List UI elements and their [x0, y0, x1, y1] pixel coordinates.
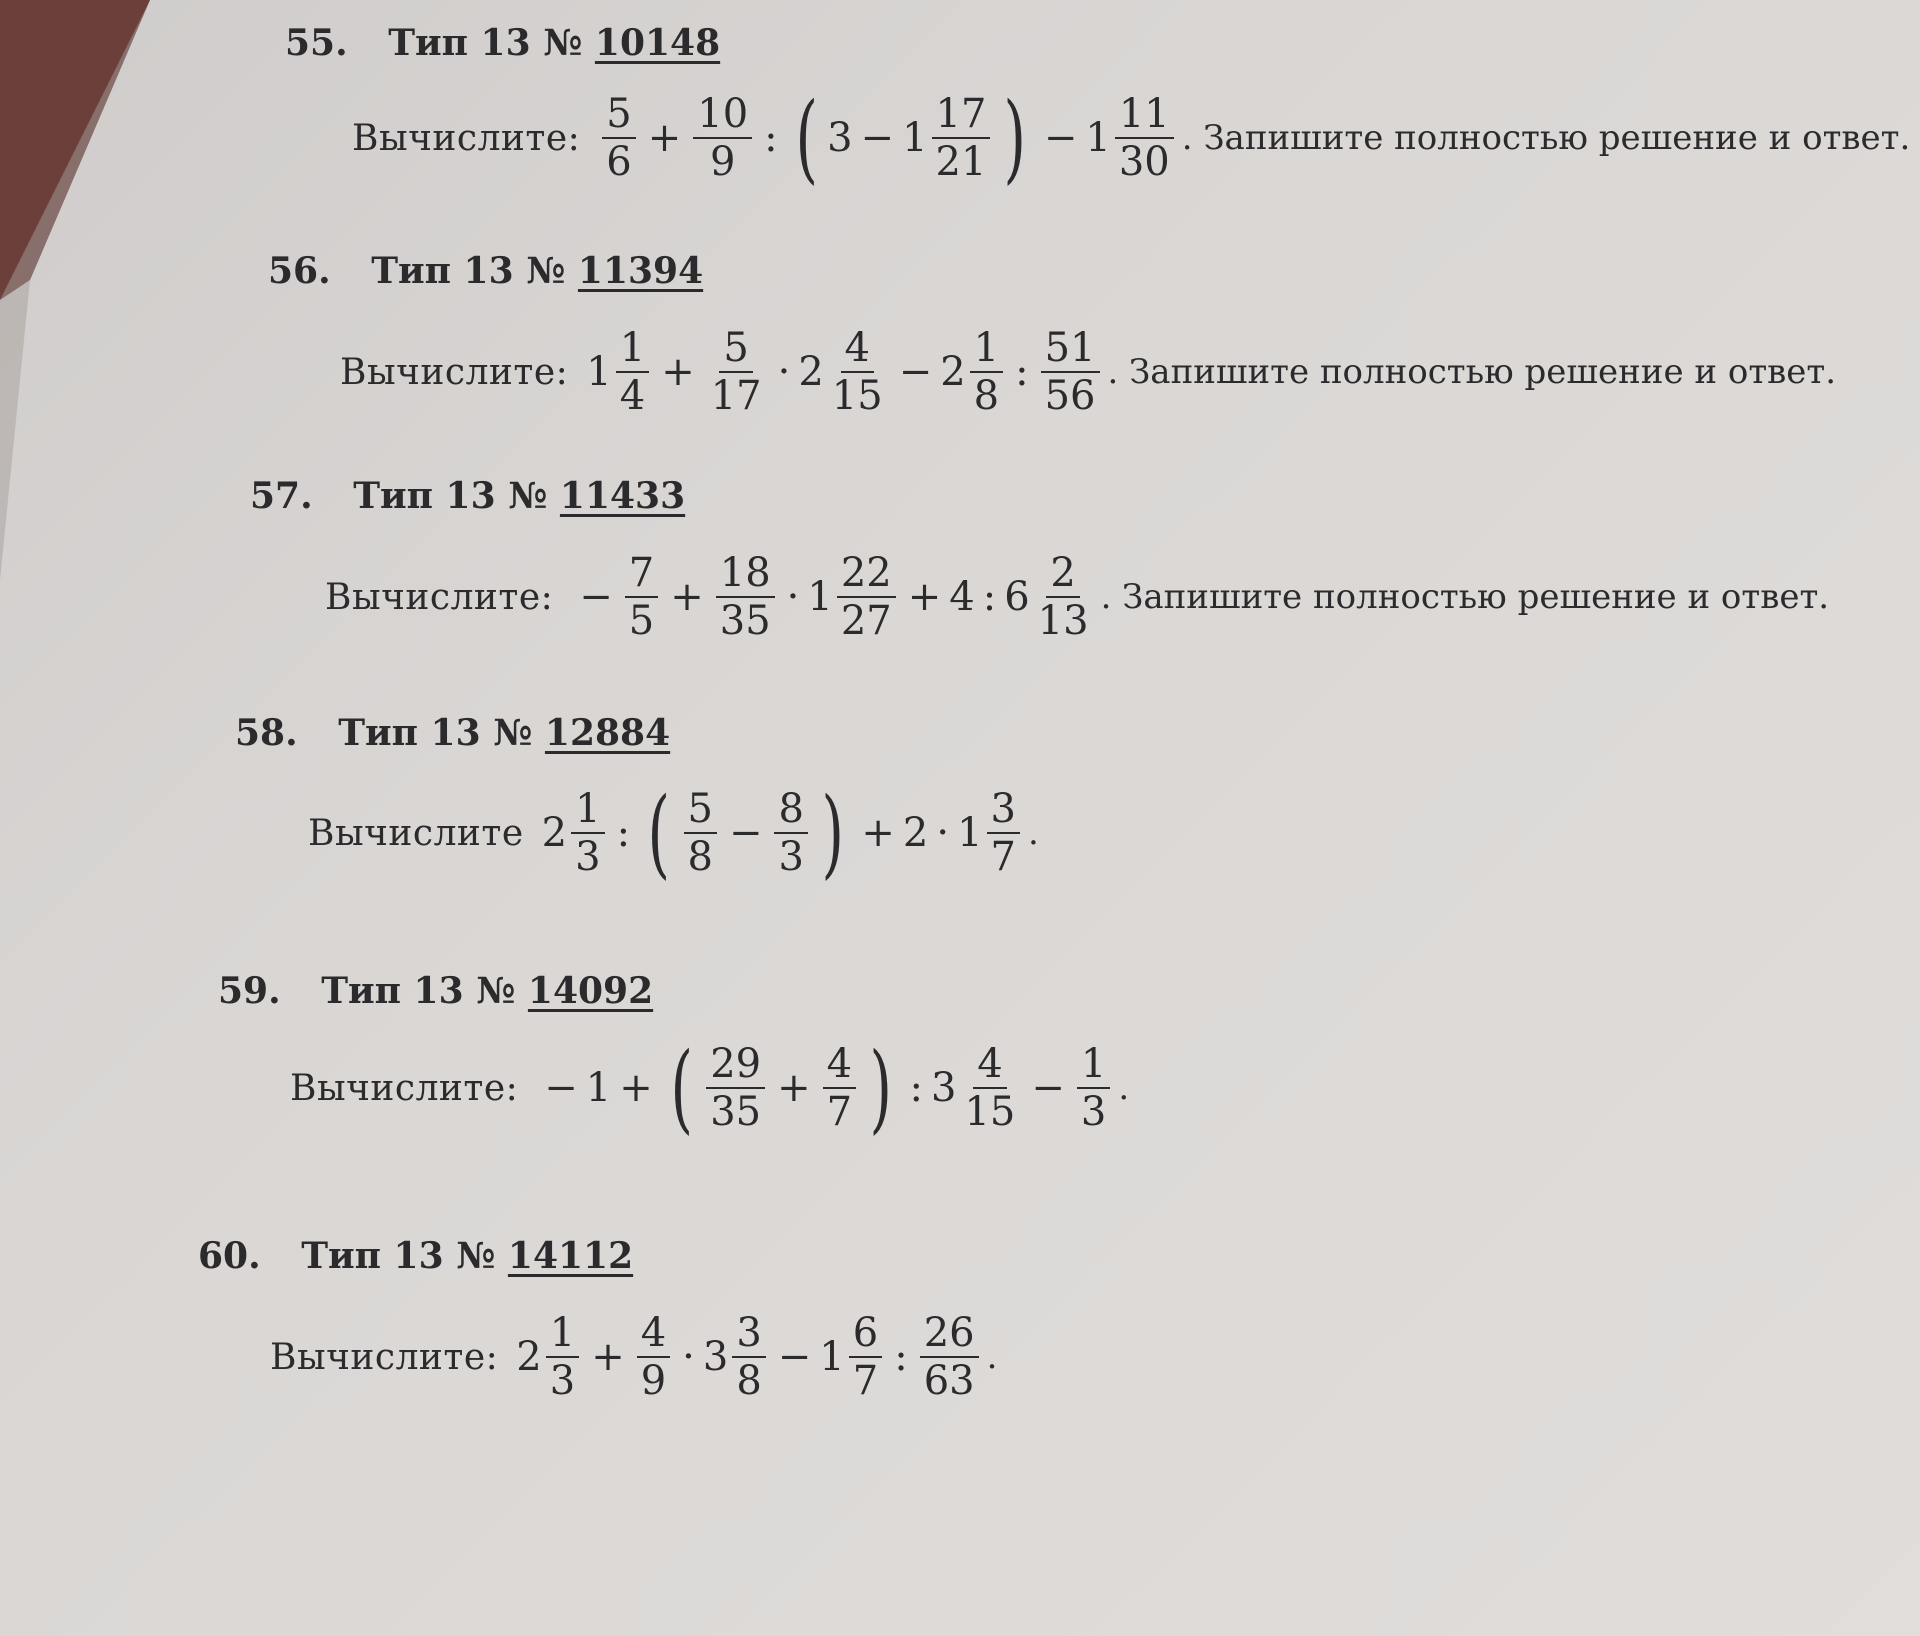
task-60 [270, 1310, 997, 1404]
numerator: 3 [987, 786, 1020, 834]
numerator: 4 [841, 325, 874, 373]
numerator: 11 [1115, 91, 1174, 139]
denominator: 15 [831, 373, 883, 419]
operator: + [861, 810, 895, 856]
problem-number: 56. [268, 250, 331, 292]
denominator: 63 [923, 1358, 975, 1404]
denominator: 15 [964, 1089, 1016, 1135]
fraction [684, 786, 717, 880]
problem-id-link[interactable]: 11394 [577, 250, 704, 292]
operator: + [647, 115, 682, 161]
integer-part: 1 [902, 115, 928, 161]
integer-part: 1 [957, 810, 983, 856]
operator: · [936, 810, 950, 856]
fraction [932, 91, 991, 185]
integer-part: 3 [931, 1065, 957, 1111]
denominator: 27 [840, 598, 892, 644]
denominator: 8 [687, 834, 713, 880]
numerator: 4 [823, 1041, 856, 1089]
numerator: 1 [970, 325, 1003, 373]
fraction [837, 550, 896, 644]
problem-header [218, 970, 653, 1012]
fraction [616, 325, 649, 419]
fraction [693, 91, 752, 185]
integer-part: 2 [940, 349, 966, 395]
operator: − [579, 574, 613, 620]
integer-part: 2 [798, 349, 824, 395]
problem-number: 59. [218, 970, 281, 1012]
problem-id-link[interactable]: 14112 [507, 1235, 634, 1277]
task-label: Вычислите [308, 812, 524, 854]
integer-part: 1 [585, 1065, 612, 1111]
fraction [625, 550, 658, 644]
denominator: 9 [640, 1358, 667, 1404]
task-55 [352, 82, 1911, 194]
operator: : [909, 1065, 924, 1111]
denominator: 4 [619, 373, 646, 419]
operator: − [1043, 115, 1078, 161]
problem-id-prefix: № [508, 475, 548, 517]
parenthesis: ) [869, 1032, 893, 1144]
task-label: Вычислите: [270, 1336, 499, 1378]
problem-number: 60. [198, 1235, 261, 1277]
operator: + [670, 574, 704, 620]
denominator: 7 [826, 1089, 853, 1135]
fraction [970, 325, 1003, 419]
numerator: 1 [546, 1310, 579, 1358]
denominator: 30 [1118, 139, 1170, 185]
math-expression [536, 1032, 1114, 1144]
denominator: 9 [709, 139, 736, 185]
operator: + [591, 1334, 625, 1380]
fraction [960, 1041, 1019, 1135]
fraction [1077, 1041, 1110, 1135]
denominator: 13 [1037, 598, 1089, 644]
problem-header [285, 22, 720, 64]
task-56 [340, 325, 1836, 419]
problem-id-prefix: № [456, 1235, 496, 1277]
math-expression [586, 325, 1103, 419]
fraction [823, 1041, 856, 1135]
operator: + [661, 349, 695, 395]
problem-55 [285, 22, 720, 64]
problem-header [235, 712, 670, 754]
denominator: 7 [990, 834, 1016, 880]
parenthesis: ) [821, 777, 844, 889]
denominator: 7 [852, 1358, 879, 1404]
problem-type: Тип 13 [301, 1235, 444, 1277]
problem-id-prefix: № [526, 250, 566, 292]
task-instruction: . [1027, 813, 1039, 853]
integer-part: 2 [902, 810, 929, 856]
parenthesis: ( [647, 777, 671, 889]
numerator: 4 [637, 1310, 670, 1358]
numerator: 7 [625, 550, 658, 598]
fraction [716, 550, 775, 644]
problem-58 [235, 712, 670, 754]
denominator: 8 [973, 373, 1000, 419]
numerator: 6 [849, 1310, 882, 1358]
numerator: 17 [932, 91, 991, 139]
numerator: 10 [693, 91, 752, 139]
problem-60 [198, 1235, 633, 1277]
denominator: 17 [710, 373, 762, 419]
operator: : [982, 574, 997, 620]
numerator: 4 [973, 1041, 1006, 1089]
integer-part: 1 [1085, 115, 1111, 161]
numerator: 1 [616, 325, 649, 373]
operator: + [777, 1065, 811, 1111]
operator: − [777, 1334, 812, 1380]
task-instruction: . Запишите полностью решение и ответ. [1100, 577, 1830, 617]
numerator: 51 [1041, 325, 1100, 373]
problem-id-prefix: № [476, 970, 516, 1012]
task-label: Вычислите: [325, 576, 554, 618]
fraction [774, 786, 807, 880]
problem-id-link[interactable]: 12884 [544, 712, 671, 754]
math-expression [516, 1310, 982, 1404]
numerator: 3 [732, 1310, 765, 1358]
operator: − [728, 810, 763, 856]
operator: + [907, 574, 942, 620]
numerator: 2 [1046, 550, 1079, 598]
problem-57 [250, 475, 685, 517]
denominator: 5 [628, 598, 655, 644]
fraction [571, 786, 604, 880]
problem-number: 55. [285, 22, 348, 64]
math-expression [541, 777, 1024, 889]
operator: : [894, 1334, 908, 1380]
fraction [602, 91, 635, 185]
denominator: 56 [1044, 373, 1096, 419]
problem-number: 57. [250, 475, 313, 517]
problem-56 [268, 250, 703, 292]
parenthesis: ) [1003, 82, 1027, 194]
integer-part: 2 [516, 1334, 542, 1380]
fraction [1115, 91, 1174, 185]
problem-type: Тип 13 [338, 712, 481, 754]
fraction [732, 1310, 765, 1404]
denominator: 8 [736, 1358, 762, 1404]
problem-59 [218, 970, 653, 1012]
fraction [920, 1310, 979, 1404]
problem-id-link[interactable]: 10148 [594, 22, 721, 64]
fraction [1034, 550, 1093, 644]
numerator: 1 [571, 786, 604, 834]
task-58 [308, 777, 1039, 889]
problem-id-prefix: № [543, 22, 583, 64]
integer-part: 1 [807, 574, 833, 620]
denominator: 35 [710, 1089, 762, 1135]
task-label: Вычислите: [352, 117, 581, 159]
problem-type: Тип 13 [388, 22, 531, 64]
problem-number: 58. [235, 712, 298, 754]
numerator: 29 [706, 1041, 765, 1089]
operator: − [860, 115, 895, 161]
fraction [637, 1310, 670, 1404]
numerator: 5 [719, 325, 752, 373]
parenthesis: ( [670, 1032, 693, 1144]
fraction [1041, 325, 1100, 419]
task-59 [290, 1032, 1130, 1144]
denominator: 21 [935, 139, 987, 185]
integer-part: 6 [1004, 574, 1030, 620]
task-instruction: . [1118, 1068, 1130, 1108]
fraction [828, 325, 887, 419]
task-instruction: . Запишите полностью решение и ответ. [1107, 352, 1837, 392]
operator: · [682, 1334, 695, 1380]
fraction [707, 325, 766, 419]
numerator: 1 [1077, 1041, 1110, 1089]
problem-header [250, 475, 685, 517]
operator: + [619, 1065, 653, 1111]
numerator: 5 [684, 786, 717, 834]
denominator: 3 [575, 834, 601, 880]
operator: · [786, 574, 800, 620]
integer-part: 4 [949, 574, 975, 620]
problem-id-prefix: № [493, 712, 533, 754]
problem-id-link[interactable]: 11433 [559, 475, 686, 517]
integer-part: 3 [827, 115, 853, 161]
task-57 [325, 550, 1829, 644]
numerator: 18 [716, 550, 775, 598]
fraction [849, 1310, 882, 1404]
task-instruction: . [986, 1337, 998, 1377]
operator: · [777, 349, 791, 395]
task-label: Вычислите: [340, 351, 569, 393]
fraction [546, 1310, 579, 1404]
denominator: 3 [1080, 1089, 1107, 1135]
denominator: 3 [778, 834, 804, 880]
problem-header [198, 1235, 633, 1277]
problem-header [268, 250, 703, 292]
fraction [987, 786, 1020, 880]
problem-type: Тип 13 [353, 475, 496, 517]
integer-part: 1 [586, 349, 612, 395]
operator: : [764, 115, 778, 161]
integer-part: 2 [541, 810, 568, 856]
task-instruction: . Запишите полностью решение и ответ. [1181, 118, 1911, 158]
math-expression [598, 82, 1177, 194]
operator: : [1015, 349, 1029, 395]
denominator: 3 [549, 1358, 576, 1404]
fraction [706, 1041, 765, 1135]
operator: − [1031, 1065, 1065, 1111]
problem-type: Тип 13 [371, 250, 514, 292]
numerator: 22 [837, 550, 896, 598]
parenthesis: ( [795, 82, 818, 194]
denominator: 6 [606, 139, 632, 185]
problem-type: Тип 13 [321, 970, 464, 1012]
numerator: 5 [602, 91, 635, 139]
operator: : [616, 810, 631, 856]
problem-id-link[interactable]: 14092 [527, 970, 654, 1012]
operator: − [544, 1065, 578, 1111]
task-label: Вычислите: [290, 1067, 519, 1109]
integer-part: 1 [819, 1334, 845, 1380]
math-expression [571, 550, 1096, 644]
numerator: 26 [920, 1310, 979, 1358]
denominator: 35 [719, 598, 771, 644]
operator: − [898, 349, 933, 395]
numerator: 8 [774, 786, 807, 834]
integer-part: 3 [702, 1334, 729, 1380]
